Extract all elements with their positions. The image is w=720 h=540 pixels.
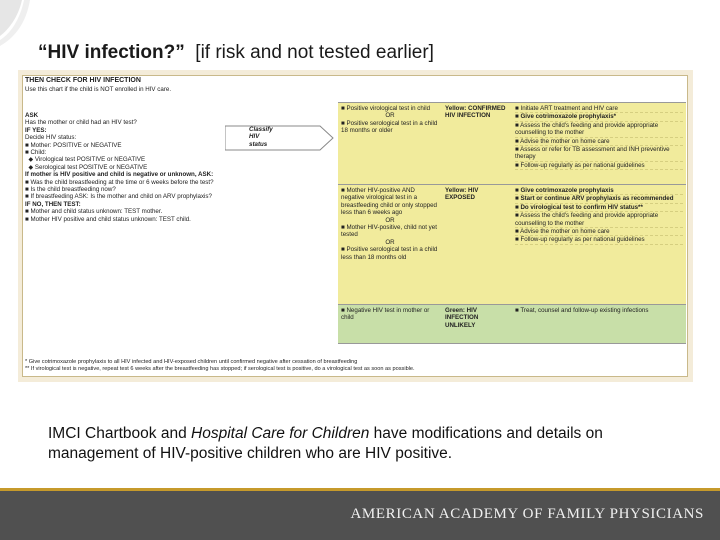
if-yes-label: IF YES:: [25, 126, 47, 134]
chart-subheader: Use this chart if the child is NOT enrolled in HIV care.: [25, 86, 172, 93]
actions-exposed: ■ Give cotrimoxazole prophylaxis ■ Start or continue ARV prophylaxis as recommended ■ Do virological test to confirm HIV status** ■ Assess the child's feeding and provide appropriate counselling to the mother ■ Advise the mother on home care ■ Follow-up regularly as per national guidelines: [512, 185, 686, 305]
if-no-label: IF NO, THEN TEST:: [25, 200, 81, 208]
class-exposed: Yellow: HIV EXPOSED: [442, 185, 512, 305]
classify-label: Classify HIV status: [249, 126, 273, 148]
question-arv: ■ If breastfeeding ASK: Is the mother and child on ARV prophylaxis?: [25, 193, 212, 201]
row-confirmed: [338, 102, 686, 185]
test-child: ■ Mother HIV positive and child status unknown: TEST child.: [25, 215, 191, 223]
if-mother-positive: If mother is HIV positive and child is negative or unknown, ASK:: [25, 171, 214, 179]
classify-arrow: [225, 124, 335, 152]
row-exposed: [338, 184, 686, 305]
footer-bar: [0, 488, 720, 540]
slide-title-rest: [if risk and not tested earlier]: [195, 42, 434, 63]
signs-exposed: ■ Mother HIV-positive AND negative virological test in a breastfeeding child or only stopped less than 6 weeks ago OR ■ Mother HIV-positive, child not yet tested OR ■ Positive serological test in a child less than 18 months old: [338, 185, 442, 305]
classification-grid: [338, 102, 686, 342]
question-breastfeeding-now: ■ Is the child breastfeeding now?: [25, 186, 116, 194]
slide-caption: [48, 424, 688, 464]
child-virological: ◆ Virological test POSITIVE or NEGATIVE: [25, 156, 146, 164]
class-unlikely: Green: HIV INFECTION UNLIKELY: [442, 305, 512, 343]
chart-footnotes: [25, 359, 415, 373]
slide-title-bold: “HIV infection?”: [38, 42, 185, 63]
child-serological: ◆ Serological test POSITIVE or NEGATIVE: [25, 163, 148, 171]
signs-unlikely: ■ Negative HIV test in mother or child: [338, 305, 442, 343]
organization-name: AMERICAN ACADEMY OF FAMILY PHYSICIANS: [350, 506, 704, 522]
slide-title: [38, 42, 434, 64]
footer-accent-stripe: [0, 488, 720, 491]
mother-status: ■ Mother: POSITIVE or NEGATIVE: [25, 141, 122, 149]
imci-chart-image: [18, 70, 693, 382]
row-unlikely: [338, 304, 686, 344]
actions-unlikely: ■ Treat, counsel and follow-up existing infections: [512, 305, 686, 343]
decide-status: Decide HIV status:: [25, 134, 77, 142]
child-status: ■ Child:: [25, 149, 47, 157]
caption-italic: Hospital Care for Children: [191, 425, 370, 442]
caption-part1: IMCI Chartbook and: [48, 425, 192, 442]
ask-label: ASK: [25, 112, 39, 119]
chart-header: THEN CHECK FOR HIV INFECTION: [25, 77, 141, 84]
signs-confirmed: ■ Positive virological test in child OR ■ Positive serological test in a child 18 months or older: [338, 103, 442, 185]
question-breastfeeding-before: ■ Was the child breastfeeding at the time or 6 weeks before the test?: [25, 178, 214, 186]
actions-confirmed: ■ Initiate ART treatment and HIV care ■ Give cotrimoxazole prophylaxis* ■ Assess the child's feeding and provide appropriate counselling to the mother ■ Advise the mother on home care ■ Assess or refer for TB assessment and INH preventive therapy ■ Follow-up regularly as per national guidelines: [512, 103, 686, 185]
caption-part2: have modifications and details on management of HIV-positive children who are HIV positive.: [48, 425, 603, 462]
footnote-1: * Give cotrimoxazole prophylaxis to all HIV infected and HIV-exposed children until confirmed negative after cessation of breastfeeding: [25, 359, 358, 365]
assessment-column: [25, 112, 225, 223]
chart-frame: [22, 75, 688, 377]
footnote-2: ** If virological test is negative, repeat test 6 weeks after the breastfeeding has stopped; if serological test is positive, do a virological test as soon as possible.: [25, 366, 415, 372]
question-hiv-test: Has the mother or child had an HIV test?: [25, 119, 137, 127]
class-confirmed: Yellow: CONFIRMED HIV INFECTION: [442, 103, 512, 185]
test-mother: ■ Mother and child status unknown: TEST mother.: [25, 208, 163, 216]
